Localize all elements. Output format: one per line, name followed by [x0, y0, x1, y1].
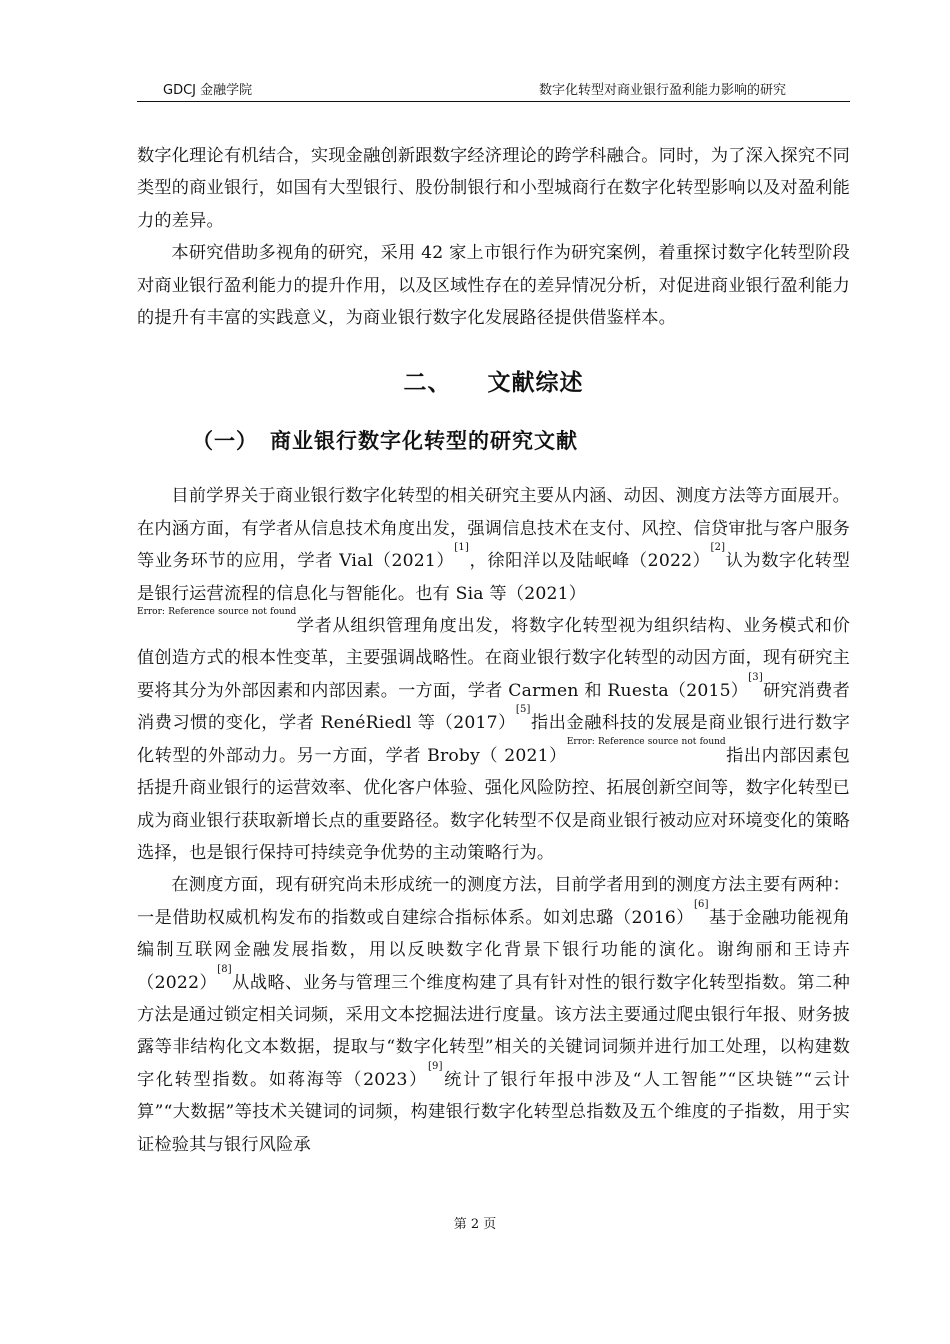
citation-5: [5]	[515, 704, 531, 716]
reference-error-2: Error: Reference source not found	[566, 736, 726, 747]
paragraph-research-summary: 本研究借助多视角的研究，采用 42 家上市银行作为研究案例，着重探讨数字化转型阶段对商业银行盈利能力的提升作用，以及区域性存在的差异情况分析，对促进商业银行盈利能力的提升有丰富的实践意义，为商业银行数字化发展路径提供借鉴样本。	[137, 243, 850, 329]
text-run: ，徐阳洋以及陆岷峰（2022）	[469, 551, 711, 572]
text-run: 在测度方面，现有研究尚未形成统一的测度方法，目前学者用到的测度方法主要有两种：一是借助权威机构发布的指数或自建综合指标体系。如刘忠璐（2016）	[137, 875, 850, 928]
text-run: 统计了银行年报中涉及“人工智能”“区块链”“云计算”“大数据”等技术关键词的词频，构建银行数字化转型总指数及五个维度的子指数，用于实证检验其与银行风险承	[137, 1069, 850, 1155]
subsection-heading	[137, 414, 850, 468]
subsection-title: 商业银行数字化转型的研究文献	[270, 429, 578, 454]
text-run: 基于金融功能视角编制互联网金融发展指数，用以反映数字化背景下银行功能的演化。谢绚丽和王诗卉（2022）	[137, 907, 850, 993]
citation-1: [1]	[454, 542, 470, 554]
paragraph-intro-continued: 数字化理论有机结合，实现金融创新跟数字经济理论的跨学科融合。同时，为了深入探究不同类型的商业银行，如国有大型银行、股份制银行和小型城商行在数字化转型影响以及对盈利能力的差异。	[137, 146, 850, 231]
text-run: 研究消费者消费习惯的变化，学者 RenéRiedl 等（2017）	[137, 680, 850, 734]
citation-2: [2]	[710, 542, 726, 554]
subsection-number: （一）	[192, 429, 258, 454]
citation-8: [8]	[217, 963, 232, 975]
text-run: 指出内部因素包括提升商业银行的运营效率、优化客户体验、强化风险防控、拓展创新空间等，数字化转型已成为商业银行获取新增长点的重要路径。数字化转型不仅是商业银行被动应对环境变化的策略选择，也是银行保持可持续竞争优势的主动策略行为。	[137, 745, 850, 863]
header-rule	[137, 101, 850, 102]
text-run: 学者从组织管理角度出发，将数字化转型视为组织结构、业务模式和价值创造方式的根本性变革，主要强调战略性。在商业银行数字化转型的动因方面，现有研究主要将其分为外部因素和内部因素。一方面，学者 Carmen 和 Ruesta（2015）	[137, 616, 851, 701]
page-body	[137, 140, 850, 1161]
section-title: 文献综述	[487, 370, 584, 397]
section-heading	[137, 348, 850, 414]
header-institution: GDCJ 金融学院	[163, 83, 253, 98]
section-number: 二、	[403, 370, 452, 397]
citation-6: [6]	[693, 898, 709, 910]
paragraph-literature-connotation	[137, 480, 850, 869]
page-number: 第 2 页	[453, 1217, 497, 1232]
header-thesis-title: 数字化转型对商业银行盈利能力影响的研究	[538, 83, 786, 98]
citation-9: [9]	[427, 1060, 443, 1072]
reference-error-1: Error: Reference source not found	[137, 607, 297, 618]
text-run: 指出金融科技的发展是商业银行进行数字化转型的外部动力。另一方面，学者 Broby（ 2021）	[137, 713, 850, 766]
text-run: 目前学界关于商业银行数字化转型的相关研究主要从内涵、动因、测度方法等方面展开。在内涵方面，有学者从信息技术角度出发，强调信息技术在支付、风控、信贷审批与客户服务等业务环节的应用，学者 Vial（2021）	[137, 486, 850, 572]
citation-3: [3]	[748, 671, 763, 683]
paragraph-literature-measurement	[137, 869, 850, 1161]
text-run: 认为数字化转型是银行运营流程的信息化与智能化。也有 Sia 等（2021）	[137, 551, 850, 604]
page-header	[137, 76, 850, 100]
text-run: 从战略、业务与管理三个维度构建了具有针对性的银行数字化转型指数。第二种方法是通过锁定相关词频，采用文本挖掘法进行度量。该方法主要通过爬虫银行年报、财务披露等非结构化文本数据，提取与“数字化转型”相关的关键词词频并进行加工处理，以构建数字化转型指数。如蒋海等（2023）	[137, 972, 850, 1090]
